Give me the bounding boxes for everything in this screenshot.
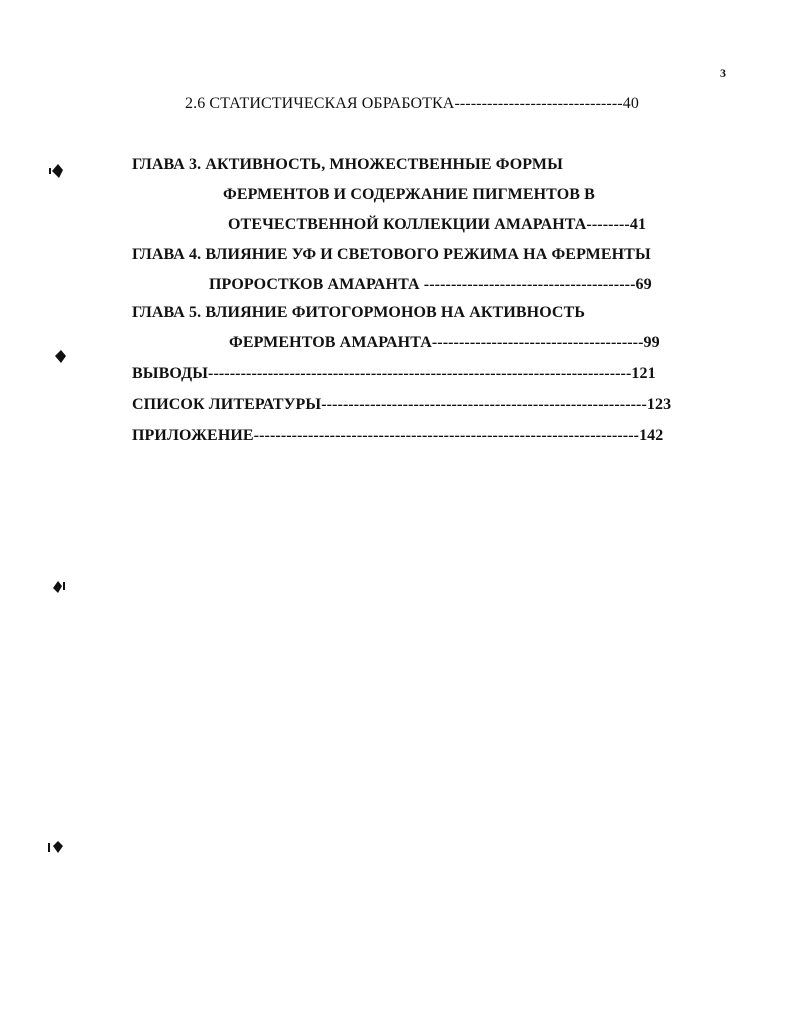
toc-chapter-3-line-1: ГЛАВА 3. АКТИВНОСТЬ, МНОЖЕСТВЕННЫЕ ФОРМЫ — [132, 156, 563, 173]
punch-hole-mark — [47, 838, 67, 856]
toc-chapter-3-line-3: ОТЕЧЕСТВЕННОЙ КОЛЛЕКЦИИ АМАРАНТА--------41 — [228, 216, 647, 233]
punch-hole-mark — [50, 578, 68, 596]
toc-chapter-4-line-1: ГЛАВА 4. ВЛИЯНИЕ УФ И СВЕТОВОГО РЕЖИМА НА ФЕРМЕНТЫ — [132, 246, 651, 263]
toc-chapter-3-line-2: ФЕРМЕНТОВ И СОДЕРЖАНИЕ ПИГМЕНТОВ В — [223, 186, 595, 203]
toc-entry-2-6: 2.6 СТАТИСТИЧЕСКАЯ ОБРАБОТКА-------------------------------40 — [185, 95, 639, 112]
toc-chapter-5-line-1: ГЛАВА 5. ВЛИЯНИЕ ФИТОГОРМОНОВ НА АКТИВНОСТЬ — [132, 304, 586, 321]
toc-chapter-4-line-2: ПРОРОСТКОВ АМАРАНТА ---------------------------------------69 — [209, 276, 652, 293]
page-number: 3 — [720, 66, 726, 80]
toc-appendix: ПРИЛОЖЕНИЕ-----------------------------------------------------------------------142 — [132, 427, 664, 444]
toc-chapter-5-line-2: ФЕРМЕНТОВ АМАРАНТА---------------------------------------99 — [229, 334, 660, 351]
toc-references: СПИСОК ЛИТЕРАТУРЫ------------------------------------------------------------123 — [132, 396, 672, 413]
punch-hole-mark — [48, 162, 68, 180]
toc-conclusions: ВЫВОДЫ------------------------------------------------------------------------------121 — [132, 365, 656, 382]
punch-hole-mark — [52, 348, 70, 366]
